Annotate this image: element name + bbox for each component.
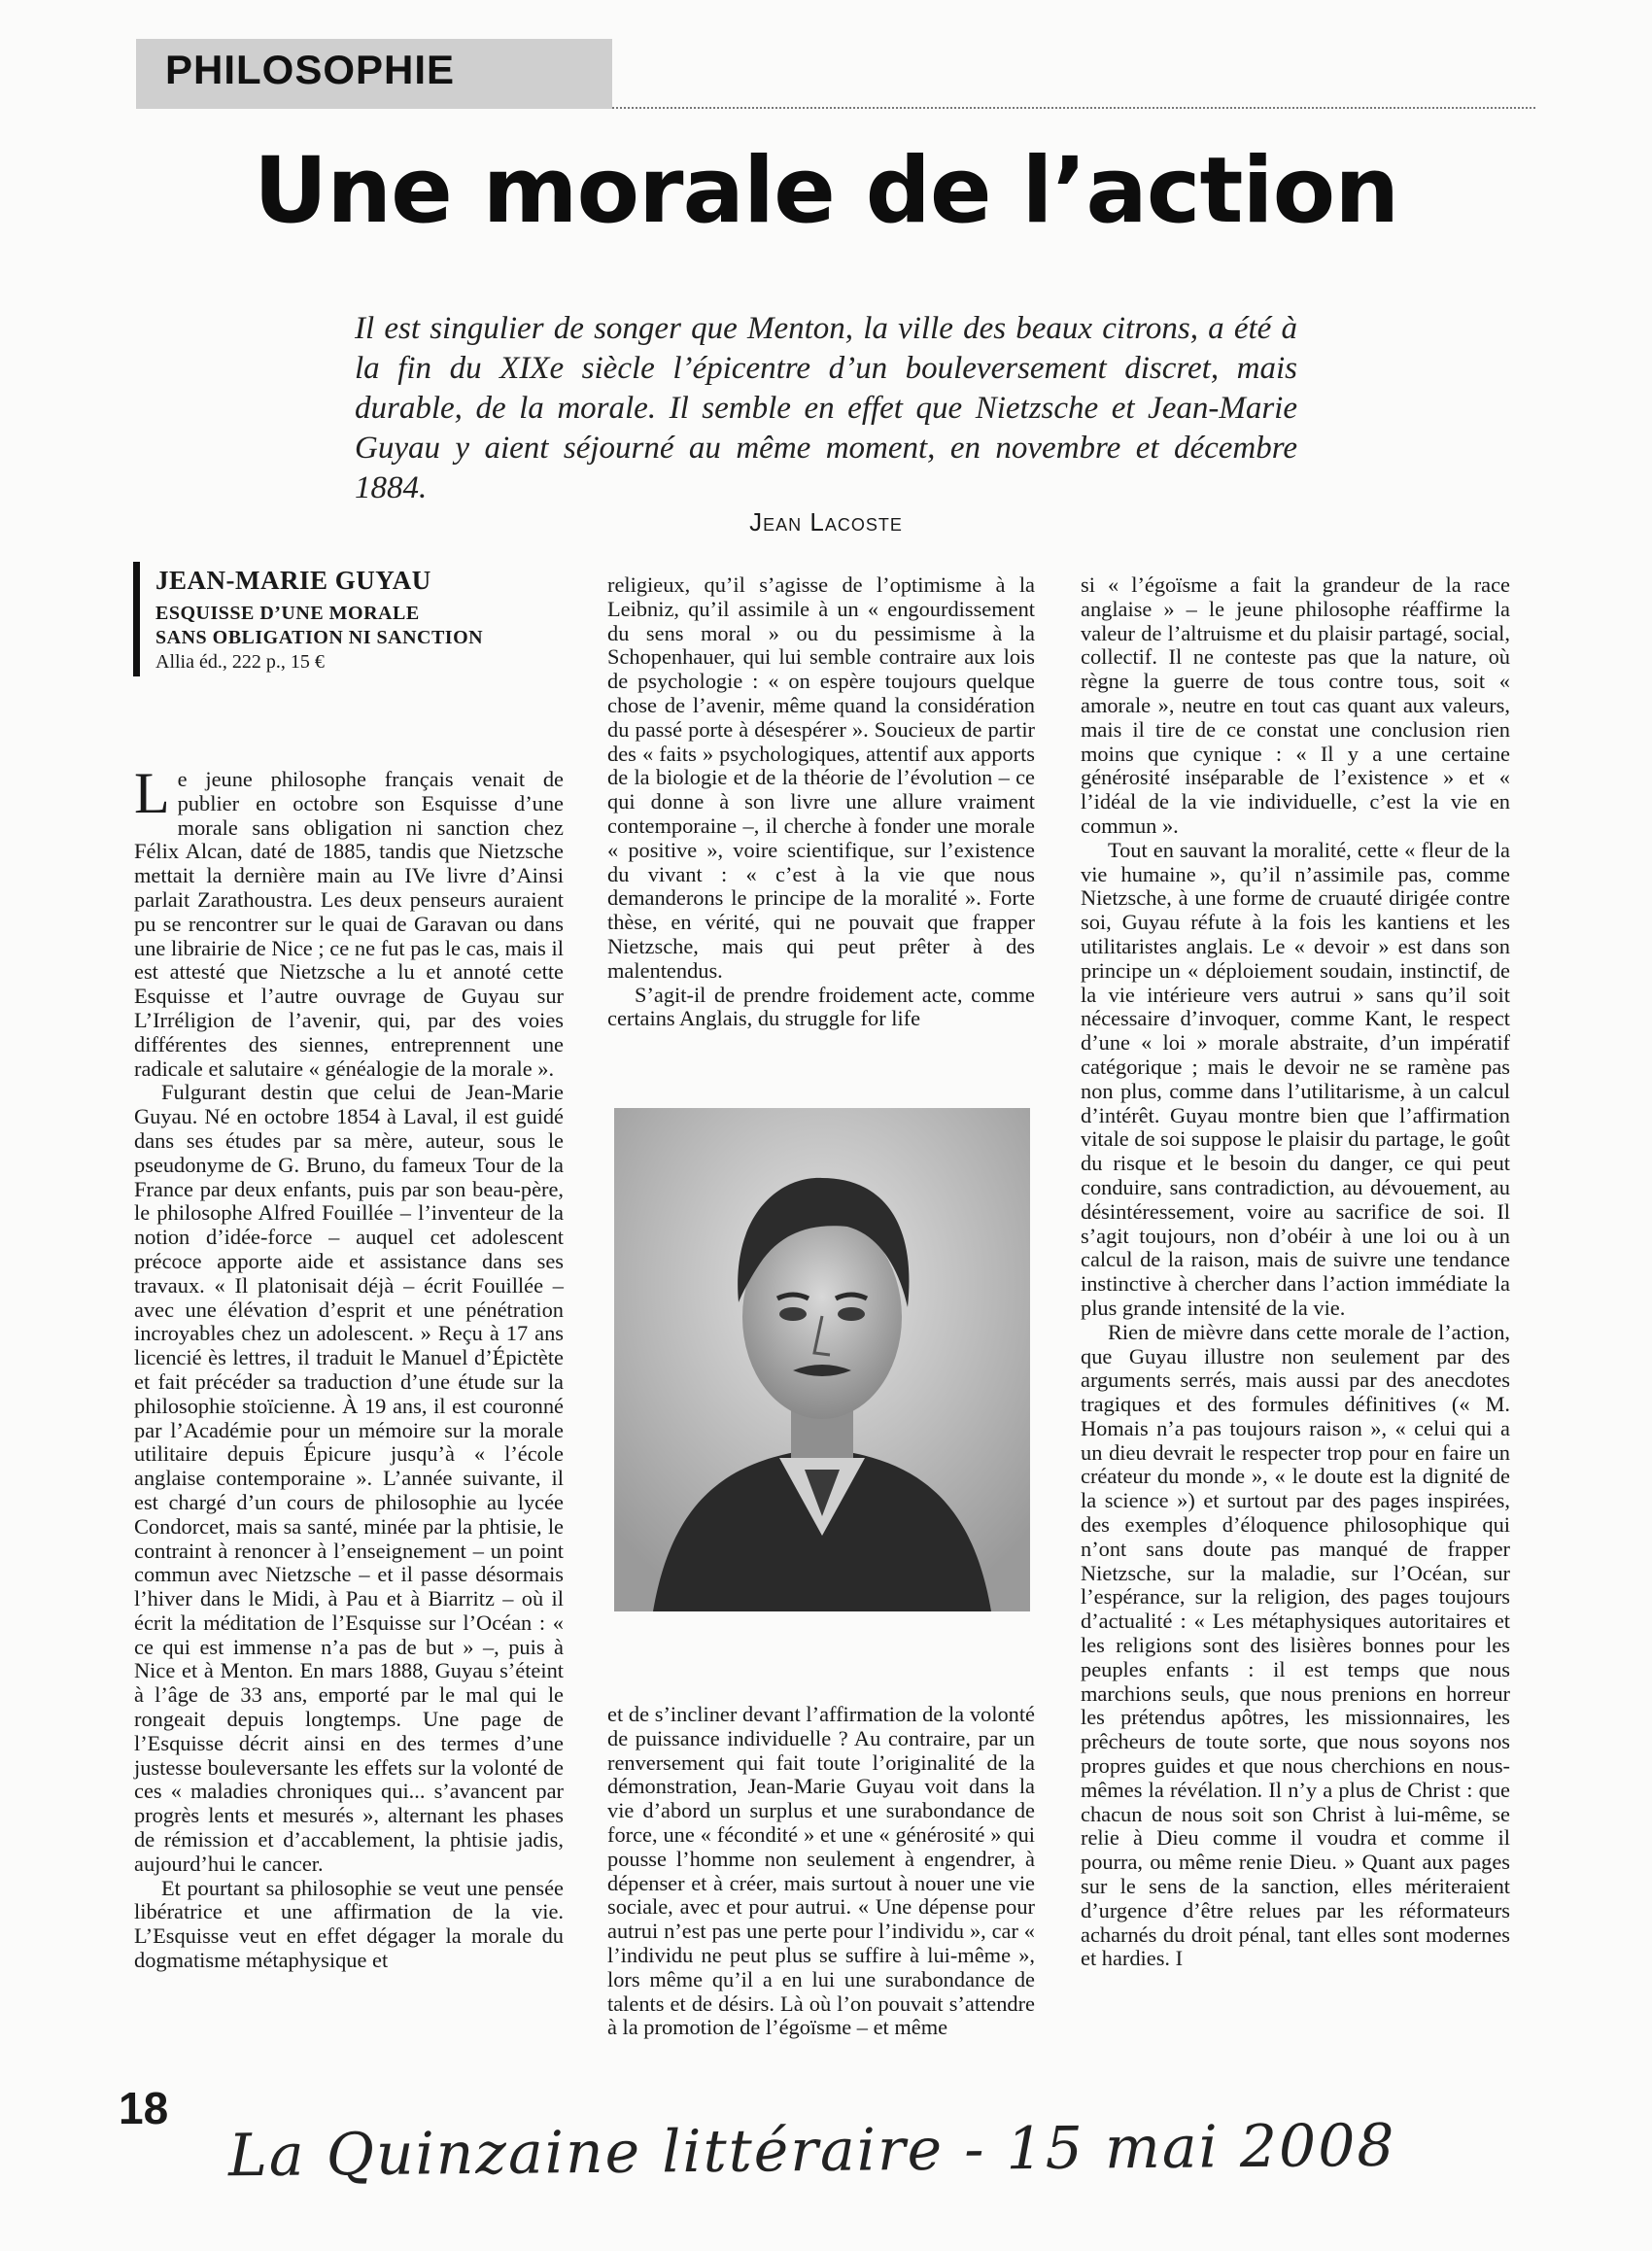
book-publisher: Allia éd., 222 p., 15 € bbox=[155, 651, 325, 673]
paragraph bbox=[134, 761, 564, 1081]
paragraph: Tout en sauvant la moralité, cette « fleur de la vie humaine », qu’il n’assimile pas, comme Nietzsche, à une forme de cruauté dirigée contre soi, Guyau réfute à la fois les kantiens et les utilitaristes anglais. Le « devoir » est dans son principe un « déploiement soudain, instinctif, de la vie intérieure vers autrui » sans qu’il soit nécessaire d’invoquer, comme Kant, le respect d’une « loi » morale abstraite, d’un impératif catégorique ; mais le devoir ne se ramène pas non plus, comme dans l’utilitarisme, à un calcul d’intérêt. Guyau montre bien que l’affirmation vitale de soi suppose le plaisir du partage, le goût du risque et le besoin du danger, ce qui peut conduire, sans contradiction, au dévouement, au désintéressement, voire au sacrifice de soi. Il s’agit toujours, non d’obéir à une loi ou à un calcul de la raison, mais de suivre une tendance instinctive à chercher dans l’action immédiate la plus grande intensité de la vie. bbox=[1081, 837, 1510, 1320]
section-rule bbox=[612, 107, 1535, 109]
paragraph: si « l’égoïsme a fait la grandeur de la race anglaise » – le jeune philosophe réaffirme la valeur de l’altruisme et du plaisir partagé, social, collectif. Il ne conteste pas que la nature, où règne la guerre de tous contre tous, soit « amorale », neutre en tout cas quant aux valeurs, mais il tire de ce constat une conclusion rien moins que cynique : « Il y a une certaine générosité inséparable de l’existence » et « l’idéal de la vie individuelle, c’est la vie en commun ». bbox=[1081, 572, 1510, 838]
article-intro: Il est singulier de songer que Menton, la ville des beaux citrons, a été à la fin du XIXe siècle l’épicentre d’un bouleversement discret, mais durable, de la morale. Il semble en effet que Nietzsche et Jean-Marie Guyau y aient séjourné au même moment, en novembre et décembre 1884. bbox=[355, 311, 1297, 505]
body-column-3 bbox=[1081, 573, 1510, 1971]
drop-cap: L bbox=[134, 761, 170, 825]
book-info-bar bbox=[133, 562, 140, 676]
article-byline: Jean Lacoste bbox=[749, 507, 903, 537]
body-column-2-bottom bbox=[607, 1703, 1035, 2040]
paragraph: religieux, qu’il s’agisse de l’optimisme à la Leibniz, qu’il assimile à un « engourdissement du sens moral » ou du pessimisme à la Schopenhauer, qui lui semble contraire aux lois de psychologie : « on espère toujours quelque chose de l’avenir, même quand la considération du passé porte à désespérer ». Soucieux de partir des « faits » psychologiques, attentif aux apports de la biologie et de la théorie de l’évolution – ce qui donne à son livre une allure vraiment contemporaine –, il cherche à fonder une morale « positive », voire scientifique, sur l’existence du vivant : « c’est à la vie que nous demanderons le principe de la moralité ». Forte thèse, en vérité, qui ne pouvait que frapper Nietzsche, mais qui peut prêter à des malentendus. bbox=[607, 572, 1035, 983]
book-author: JEAN-MARIE GUYAU bbox=[155, 566, 431, 595]
paragraph: Et pourtant sa philosophie se veut une pensée libératrice et une affirmation de la vie. L’Esquisse veut en effet dégager la morale du dogmatisme métaphysique et bbox=[134, 1875, 564, 1973]
paragraph: Fulgurant destin que celui de Jean-Marie Guyau. Né en octobre 1854 à Laval, il est guidé dans ses études par sa mère, auteur, sous le pseudonyme de G. Bruno, du fameux Tour de la France par deux enfants, puis par son beau-père, le philosophe Alfred Fouillée – l’inventeur de la notion d’idée-force – auquel cet adolescent précoce apporte aide et assistance dans ses travaux. « Il platonisait déjà – écrit Fouillée – avec une élévation d’esprit et une pénétration incroyables chez un adolescent. » Reçu à 17 ans licencié ès lettres, il traduit le Manuel d’Épictète et fait précéder sa traduction d’une étude sur la philosophie stoïcienne. À 19 ans, il est couronné par l’Académie pour un mémoire sur la morale utilitaire depuis Épicure jusqu’à « l’école anglaise contemporaine ». L’année suivante, il est chargé d’un cours de philosophie au lycée Condorcet, mais sa santé, minée par la phtisie, le contraint à renoncer à l’enseignement – un point commun avec Nietzsche – et il passe désormais l’hiver dans le Midi, à Pau et à Biarritz – où il écrit la méditation de l’Esquisse sur l’Océan : « ce qui est immense n’a pas de but » –, puis à Nice et à Menton. En mars 1888, Guyau s’éteint à l’âge de 33 ans, emporté par le mal qui le rongeait depuis longtemps. Une page de l’Esquisse décrit ainsi en des termes d’une justesse bouleversante les effets sur la volonté de ces « maladies chroniques qui... s’avancent par progrès lents et mesurés », alternant les phases de rémission et d’accablement, la phtisie jadis, aujourd’hui le cancer. bbox=[134, 1080, 564, 1876]
paragraph: S’agit-il de prendre froidement acte, comme certains Anglais, du struggle for life bbox=[607, 982, 1035, 1031]
book-title-line-1: ESQUISSE D’UNE MORALE bbox=[155, 603, 420, 624]
portrait-photo bbox=[614, 1108, 1030, 1611]
body-column-1 bbox=[134, 761, 564, 1973]
portrait-illustration bbox=[614, 1108, 1030, 1611]
paragraph-text: e jeune philosophe français venait de publier en octobre son Esquisse d’une morale sans obligation ni sanction chez Félix Alcan, daté de 1885, tandis que Nietzsche mettait la dernière main au IVe livre d’Ainsi parlait Zarathoustra. Les deux penseurs auraient pu se rencontrer sur le quai de Garavan ou dans une librairie de Nice ; ce ne fut pas le cas, mais il est attesté que Nietzsche a lu et annoté cette Esquisse et l’autre ouvrage de Guyau sur L’Irréligion de l’avenir, qui, par des voies différentes des siennes, entreprennent une radicale et salutaire « généalogie de la morale ». bbox=[134, 767, 564, 1081]
handwritten-source-note: La Quinzaine littéraire - 15 mai 2008 bbox=[227, 2111, 1396, 2191]
paragraph: et de s’incliner devant l’affirmation de la volonté de puissance individuelle ? Au contraire, par un renversement qui fait toute l’originalité de la démonstration, Jean-Marie Guyau voit dans la vie d’abord un surplus et une surabondance de force, une « fécondité » et une « générosité » qui pousse l’homme non seulement à engendrer, à dépenser et à créer, mais surtout à nouer une vie sociale, avec et pour autrui. « Une dépense pour autrui n’est pas une perte pour l’individu », car « l’individu ne peut plus se suffire à lui-même », lors même qu’il a en lui une surabondance de talents et de désirs. Là où l’on pouvait s’attendre à la promotion de l’égoïsme – et même bbox=[607, 1702, 1035, 2040]
paragraph: Rien de mièvre dans cette morale de l’action, que Guyau illustre non seulement par des arguments serrés, mais aussi par des anecdotes tragiques et des formules définitives (« M. Homais n’a pas toujours raison », « celui qui a un dieu devrait le respecter trop pour en faire un créateur du monde », « le doute est la dignité de la science ») et surtout par des pages inspirées, des exemples d’éloquence philosophique qui n’ont sans doute pas manqué de frapper Nietzsche, sur la maladie, sur l’Océan, sur l’espérance, sur la religion, des pages toujours d’actualité : « Les métaphysiques autoritaires et les religions sont des lisières bonnes pour les peuples enfants : il est temps que nous marchions seuls, que nous prenions en horreur les prétendus apôtres, les missionnaires, les prêcheurs de toute sorte, que nous soyons nos propres guides et que nous cherchions en nous-mêmes la révélation. Il n’y a plus de Christ : que chacun de nous soit son Christ à lui-même, se relie à Dieu comme il voudra et comme il pourra, ou même renie Dieu. » Quant aux pages sur le sens de la sanction, elles mériteraient d’urgence d’être relues par les réformateurs acharnés du droit pénal, tant elles sont modernes et hardies. I bbox=[1081, 1319, 1510, 1971]
section-label: PHILOSOPHIE bbox=[165, 47, 456, 92]
body-column-2-top bbox=[607, 573, 1035, 1031]
page-number: 18 bbox=[119, 2083, 169, 2133]
article-headline: Une morale de l’action bbox=[253, 138, 1399, 244]
book-title-line-2: SANS OBLIGATION NI SANCTION bbox=[155, 627, 484, 648]
